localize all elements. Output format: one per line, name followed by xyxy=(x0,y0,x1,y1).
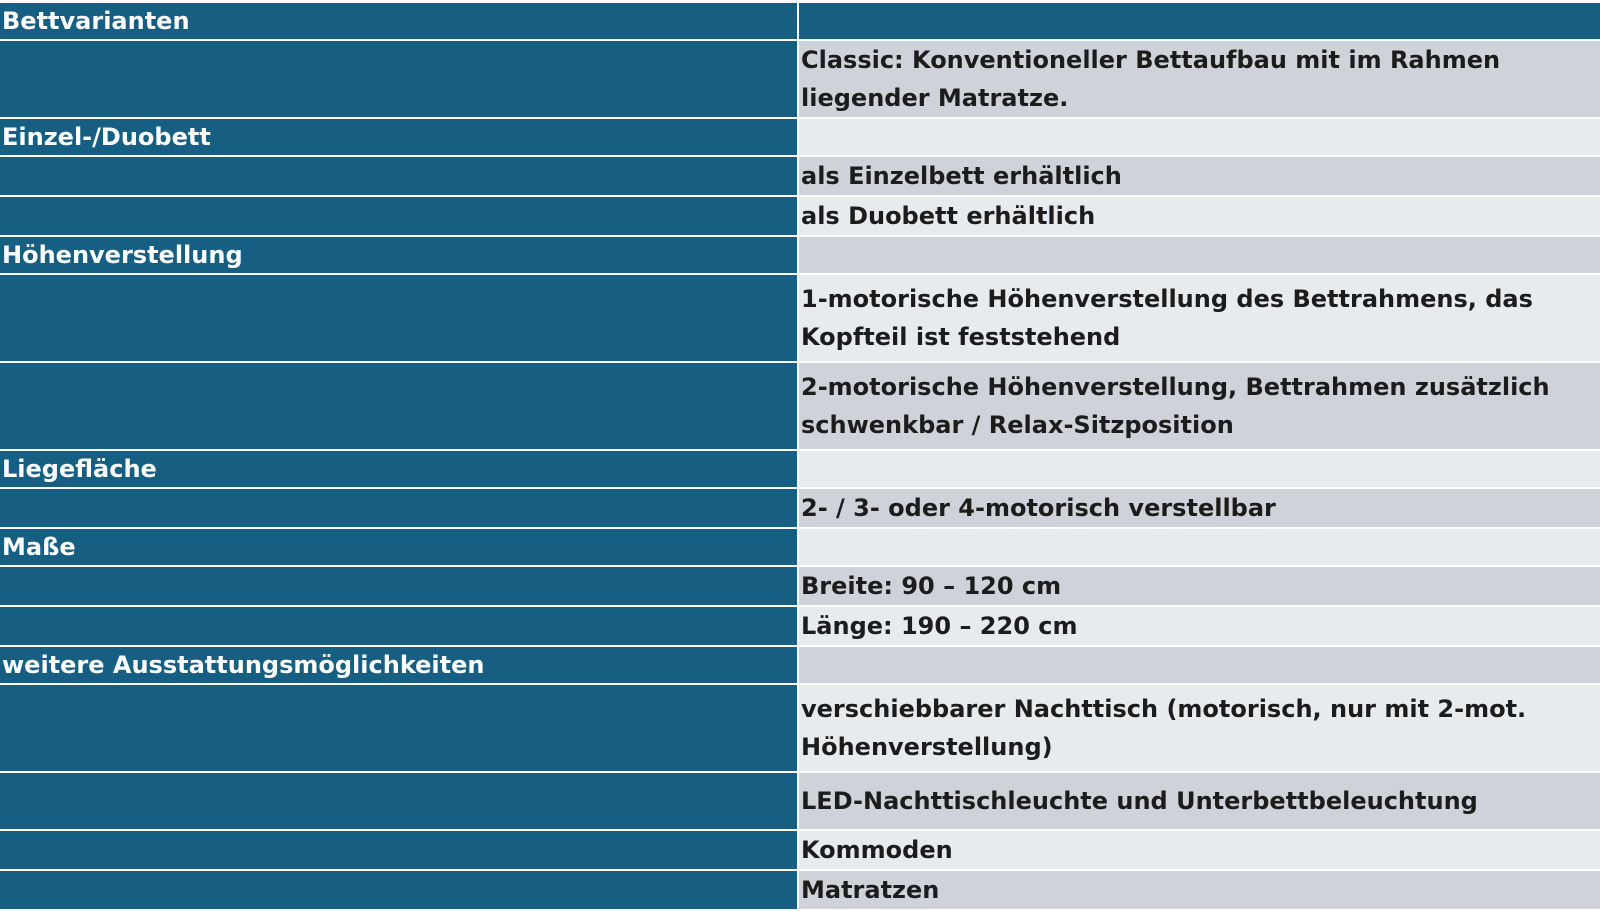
feature-text: 1-motorische Höhenverstellung des Bettrahmens, das Kopfteil ist feststehend xyxy=(801,285,1533,351)
table-row xyxy=(0,831,1600,871)
table-row xyxy=(0,773,1600,831)
feature-cell xyxy=(799,197,1600,237)
feature-cell xyxy=(799,237,1600,275)
feature-cell xyxy=(799,275,1600,363)
feature-text: als Duobett erhältlich xyxy=(801,202,1096,230)
feature-cell xyxy=(799,489,1600,529)
feature-text: 2- / 3- oder 4-motorisch verstellbar xyxy=(801,494,1276,522)
empty-label-cell xyxy=(0,831,799,871)
feature-text: verschiebbarer Nachttisch (motorisch, nur mit 2-mot. Höhenverstellung) xyxy=(801,695,1527,761)
empty-label-cell xyxy=(0,607,799,647)
table-row xyxy=(0,157,1600,197)
section-title-cell xyxy=(0,647,799,685)
feature-cell xyxy=(799,567,1600,607)
empty-label-cell xyxy=(0,275,799,363)
feature-text: Kommoden xyxy=(801,836,953,864)
feature-cell xyxy=(799,157,1600,197)
feature-cell xyxy=(799,607,1600,647)
table-row xyxy=(0,197,1600,237)
feature-text: als Einzelbett erhältlich xyxy=(801,162,1122,190)
section-title: Liegefläche xyxy=(2,455,157,483)
feature-cell xyxy=(799,773,1600,831)
section-row xyxy=(0,237,1600,275)
section-title: Höhenverstellung xyxy=(2,241,243,269)
feature-cell xyxy=(799,647,1600,685)
section-row xyxy=(0,119,1600,157)
feature-text: Breite: 90 – 120 cm xyxy=(801,572,1062,600)
feature-cell xyxy=(799,871,1600,911)
feature-text: Matratzen xyxy=(801,876,940,904)
feature-cell xyxy=(799,529,1600,567)
table-row xyxy=(0,567,1600,607)
spec-table-body xyxy=(0,3,1600,911)
section-title: weitere Ausstattungsmöglichkeiten xyxy=(2,651,485,679)
section-title: Bettvarianten xyxy=(2,7,190,35)
table-row xyxy=(0,41,1600,119)
empty-label-cell xyxy=(0,41,799,119)
table-row xyxy=(0,685,1600,773)
feature-cell xyxy=(799,451,1600,489)
section-title-cell xyxy=(0,237,799,275)
feature-cell xyxy=(799,3,1600,41)
table-row xyxy=(0,275,1600,363)
table-row xyxy=(0,489,1600,529)
feature-cell xyxy=(799,685,1600,773)
empty-label-cell xyxy=(0,685,799,773)
section-row xyxy=(0,529,1600,567)
section-title-cell xyxy=(0,3,799,41)
empty-label-cell xyxy=(0,773,799,831)
section-title-cell xyxy=(0,451,799,489)
section-row xyxy=(0,647,1600,685)
feature-text: LED-Nachttischleuchte und Unterbettbeleuchtung xyxy=(801,787,1478,815)
empty-label-cell xyxy=(0,363,799,451)
table-row xyxy=(0,871,1600,911)
feature-text: 2-motorische Höhenverstellung, Bettrahmen zusätzlich schwenkbar / Relax-Sitzposition xyxy=(801,373,1550,439)
empty-label-cell xyxy=(0,157,799,197)
feature-cell xyxy=(799,41,1600,119)
empty-label-cell xyxy=(0,197,799,237)
section-row xyxy=(0,3,1600,41)
table-row xyxy=(0,607,1600,647)
empty-label-cell xyxy=(0,489,799,529)
empty-label-cell xyxy=(0,567,799,607)
feature-text: Classic: Konventioneller Bettaufbau mit im Rahmen liegender Matratze. xyxy=(801,46,1501,112)
section-title-cell xyxy=(0,529,799,567)
section-title-cell xyxy=(0,119,799,157)
feature-cell xyxy=(799,363,1600,451)
feature-cell xyxy=(799,119,1600,157)
section-title: Maße xyxy=(2,533,76,561)
feature-cell xyxy=(799,831,1600,871)
table-row xyxy=(0,363,1600,451)
feature-text: Länge: 190 – 220 cm xyxy=(801,612,1078,640)
empty-label-cell xyxy=(0,871,799,911)
section-title: Einzel-/Duobett xyxy=(2,123,211,151)
section-row xyxy=(0,451,1600,489)
spec-table xyxy=(0,3,1600,911)
